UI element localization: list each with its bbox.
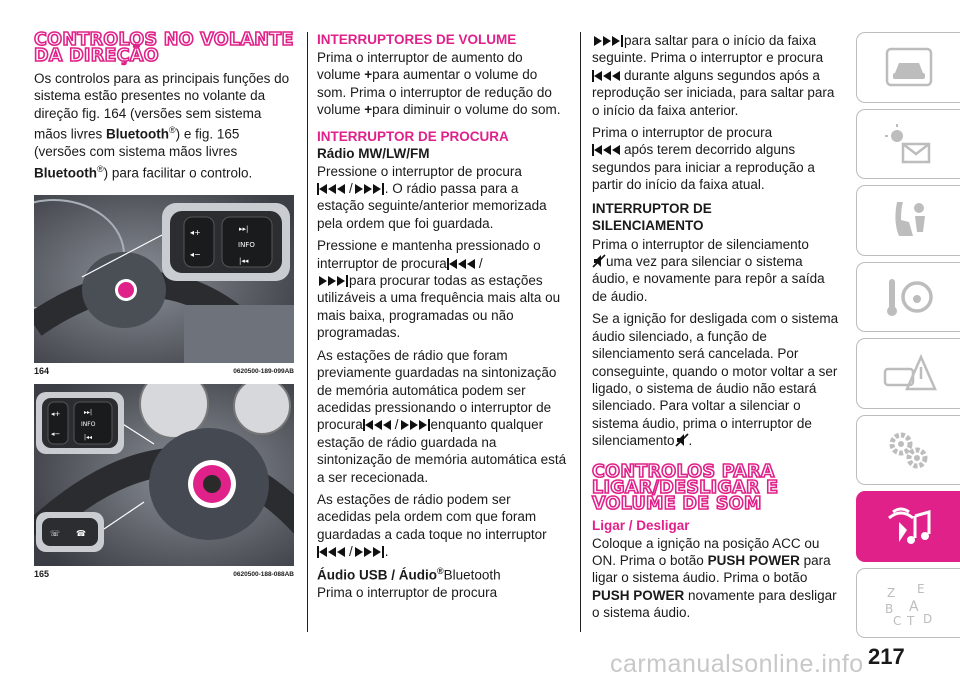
mute-icon xyxy=(592,254,606,268)
car-dashboard-icon xyxy=(879,43,939,91)
seek-forward-icon xyxy=(399,419,431,431)
search-paragraph-1: Pressione o interruptor de procura / . O rádio passa para a estação seguinte/anterior memorizada pela ordem que foi guardada. xyxy=(317,163,547,231)
search-paragraph-4: As estações de rádio podem ser acedidas pela ordem com que foram guardadas a cada toque no interruptor / . xyxy=(317,491,547,560)
svg-text:▸▸|: ▸▸| xyxy=(84,409,93,417)
svg-text:B: B xyxy=(884,601,893,616)
warning-lights-icon xyxy=(879,120,939,168)
seat-safety-icon xyxy=(879,196,939,244)
steering-key-icon xyxy=(879,273,939,321)
section-heading-power-volume: CONTROLOS PARA LIGAR/DESLIGAR E VOLUME DE SOM xyxy=(592,461,779,514)
seek-back-icon xyxy=(592,70,624,82)
seek-forward-icon xyxy=(592,35,624,47)
intro-paragraph: Os controlos para as principais funções do sistema estão presentes no volante da direção fig. 164 (versões sem sistema mãos livres Bluetooth®) e fig. 165 (versões com sistema mãos livres Bluetooth®) para facilitar o controlo. xyxy=(34,71,290,181)
chapter-tab-index[interactable] xyxy=(856,568,960,639)
heading-mute-switch: INTERRUPTOR DE SILENCIAMENTO xyxy=(592,200,712,233)
search-paragraph-3: As estações de rádio que foram previamente guardadas na sintonização de memória automática podem ser acedidas pressionando o interruptor de procura / enquanto qualquer estação de rádio guardada na sintonização de memória automática está a ser rececionada. xyxy=(317,347,567,485)
steering-wheel-photo-164 xyxy=(34,195,294,363)
svg-text:◂+: ◂+ xyxy=(190,228,201,238)
svg-text:C: C xyxy=(892,613,901,627)
svg-text:INFO: INFO xyxy=(81,421,96,429)
svg-text:☏: ☏ xyxy=(50,529,61,539)
svg-text:◂+: ◂+ xyxy=(51,410,61,419)
svg-text:E: E xyxy=(916,581,925,596)
track-paragraph-2: Prima o interruptor de procura após terem decorrido alguns segundos para iniciar a reprodução a partir do início da faixa atual. xyxy=(592,125,815,193)
column-divider xyxy=(580,32,581,632)
section-heading-steering-controls: CONTROLOS NO VOLANTE DA DIREÇÃO xyxy=(34,30,294,66)
chapter-tab-maintenance[interactable] xyxy=(856,415,960,486)
seek-back-icon xyxy=(317,183,349,195)
usb-paragraph: Prima o interruptor de procura xyxy=(317,585,498,601)
seek-forward-icon xyxy=(353,183,385,195)
seek-back-icon xyxy=(363,419,395,431)
heading-radio-bands: Rádio MW/LW/FM xyxy=(317,145,430,161)
svg-text:|◂◂: |◂◂ xyxy=(84,434,93,442)
chapter-tab-multimedia[interactable] xyxy=(856,491,960,562)
breakdown-icon xyxy=(879,349,939,397)
seek-forward-icon xyxy=(317,275,349,287)
svg-text:INFO: INFO xyxy=(238,241,255,250)
chapter-tab-dashboard[interactable] xyxy=(856,32,960,103)
column-3 xyxy=(592,32,840,627)
column-divider xyxy=(307,32,308,632)
watermark: carmanualsonline.info xyxy=(610,650,864,678)
steering-wheel-photo-165 xyxy=(34,384,294,566)
svg-text:D: D xyxy=(922,611,932,626)
mute-icon xyxy=(675,433,689,447)
chapter-tab-starting-driving[interactable] xyxy=(856,262,960,333)
figure-164-caption: 164 0620500-189-099AB xyxy=(34,366,294,377)
figure-165-caption: 165 0620500-188-088AB xyxy=(34,569,294,580)
track-paragraph-1: para saltar para o início da faixa seguinte. Prima o interruptor e procura durante alguns segundos após a reprodução ser iniciada, para saltar para o início da faixa anterior. xyxy=(592,33,835,118)
heading-volume-switches: INTERRUPTORES DE VOLUME xyxy=(317,32,517,47)
column-1 xyxy=(34,32,294,587)
search-paragraph-2: Pressione e mantenha pressionado o interruptor de procura / para procurar todas as estações utilizáveis a uma frequência mais alta ou mais baixa, programadas ou não programadas. xyxy=(317,238,561,341)
mute-paragraph-1: Prima o interruptor de silenciamento uma vez para silenciar o sistema áudio, e novamente para repôr a saída de áudio. xyxy=(592,236,825,304)
column-2 xyxy=(317,32,567,606)
heading-search-switch: INTERRUPTOR DE PROCURA xyxy=(317,128,509,144)
page-number: 217 xyxy=(868,644,905,669)
svg-text:|◂◂: |◂◂ xyxy=(239,257,249,266)
chapter-tab-warning-lights[interactable] xyxy=(856,109,960,180)
svg-text:☎: ☎ xyxy=(76,529,86,539)
figure-165-image xyxy=(34,384,294,566)
svg-text:A: A xyxy=(908,598,919,615)
svg-text:◂−: ◂− xyxy=(190,250,201,260)
svg-text:◂−: ◂− xyxy=(51,430,61,439)
svg-text:▸▸|: ▸▸| xyxy=(239,225,249,234)
heading-usb-audio: Áudio USB / Áudio®Bluetooth xyxy=(317,565,501,583)
chapter-tab-emergency[interactable] xyxy=(856,338,960,409)
svg-text:T: T xyxy=(906,613,914,627)
seek-back-icon xyxy=(592,144,624,156)
multimedia-icon xyxy=(879,502,939,550)
chapter-tabs xyxy=(856,32,960,644)
figure-164-image xyxy=(34,195,294,363)
power-paragraph: Coloque a ignição na posição ACC ou ON. Prima o botão PUSH POWER para ligar o sistema áudio. Prima o botão PUSH POWER novamente para desligar o sistema áudio. xyxy=(592,535,837,621)
volume-paragraph: Prima o interruptor de aumento do volume +para aumentar o volume do som. Prima o interruptor de redução do volume +para diminuir o volume do som. xyxy=(317,50,561,118)
seek-back-icon xyxy=(447,258,479,270)
chapter-tab-safety[interactable] xyxy=(856,185,960,256)
index-icon xyxy=(879,579,939,627)
mute-paragraph-2: Se a ignição for desligada com o sistema áudio silenciado, a função de silenciamento será cancelada. Por conseguinte, quando o motor voltar a ser ligado, o sistema de áudio não estará silenciado. Para voltar a silenciar o sistema áudio, prima o interruptor de silenciamento . xyxy=(592,311,839,449)
seek-back-icon xyxy=(317,546,349,558)
heading-on-off: Ligar / Desligar xyxy=(592,517,690,533)
svg-text:Z: Z xyxy=(886,585,895,600)
seek-forward-icon xyxy=(353,546,385,558)
maintenance-gears-icon xyxy=(879,426,939,474)
